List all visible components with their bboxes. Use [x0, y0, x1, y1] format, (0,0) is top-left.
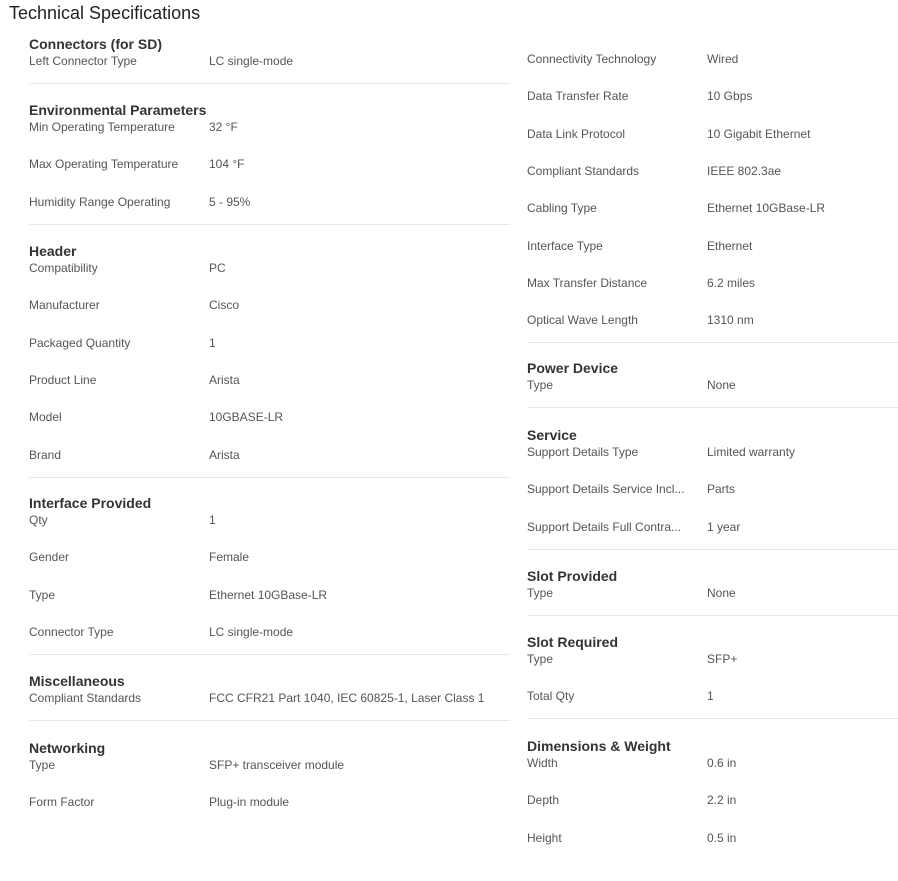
spec-value: None	[707, 586, 736, 600]
spec-value: 10 Gigabit Ethernet	[707, 126, 811, 141]
spec-label: Compliant Standards	[29, 691, 142, 705]
spec-label: Brand	[29, 447, 62, 462]
spec-row	[29, 512, 510, 528]
spec-label: Connectivity Technology	[527, 52, 657, 66]
spec-row	[527, 792, 898, 808]
spec-row	[29, 156, 510, 172]
section-title: Dimensions & Weight	[527, 738, 671, 754]
spec-row	[29, 624, 510, 640]
spec-value: LC single-mode	[209, 54, 294, 68]
section-divider	[527, 549, 898, 550]
spec-row	[29, 297, 510, 313]
spec-value: PC	[209, 261, 226, 275]
spec-value: 1310 nm	[707, 313, 754, 328]
spec-row	[29, 794, 510, 810]
section-divider	[29, 720, 510, 721]
spec-label: Type	[527, 652, 554, 666]
spec-label: Data Transfer Rate	[527, 89, 629, 104]
spec-row	[527, 444, 898, 460]
spec-value: Parts	[707, 482, 736, 497]
spec-value: 1	[707, 689, 714, 704]
section-title: Miscellaneous	[29, 673, 125, 689]
spec-label: Qty	[29, 513, 48, 527]
spec-row	[527, 519, 898, 535]
spec-value: Ethernet	[707, 238, 753, 253]
spec-row	[527, 312, 898, 328]
section-divider	[29, 224, 510, 225]
spec-value: 1	[209, 513, 216, 527]
spec-value: 2.2 in	[707, 793, 737, 808]
spec-row	[29, 53, 510, 69]
spec-label: Support Details Type	[527, 445, 639, 459]
spec-label: Height	[527, 830, 562, 845]
spec-label: Type	[527, 378, 554, 392]
section-title: Slot Provided	[527, 568, 618, 584]
spec-label: Form Factor	[29, 795, 95, 810]
spec-value: Ethernet 10GBase-LR	[707, 201, 826, 216]
spec-value: Cisco	[209, 298, 240, 313]
spec-value: None	[707, 378, 736, 392]
spec-value: 104 °F	[209, 157, 245, 172]
spec-value: 1	[209, 335, 216, 350]
spec-label: Cabling Type	[527, 201, 597, 216]
spec-label: Type	[527, 586, 554, 600]
spec-row	[527, 830, 898, 846]
spec-row	[527, 688, 898, 704]
spec-row	[29, 757, 510, 773]
section-title: Environmental Parameters	[29, 102, 207, 118]
spec-value: LC single-mode	[209, 624, 294, 639]
section-divider	[527, 342, 898, 343]
spec-value: SFP+ transceiver module	[209, 758, 345, 772]
section-title: Interface Provided	[29, 495, 152, 511]
spec-value: Ethernet 10GBase-LR	[209, 587, 328, 602]
spec-row	[527, 585, 898, 601]
spec-value: Limited warranty	[707, 445, 796, 459]
spec-label: Data Link Protocol	[527, 126, 626, 141]
spec-value: 10 Gbps	[707, 89, 753, 104]
section-divider	[527, 407, 898, 408]
section-title: Networking	[29, 740, 106, 756]
spec-label: Manufacturer	[29, 298, 100, 313]
spec-value: FCC CFR21 Part 1040, IEC 60825-1, Laser Class 1	[209, 691, 485, 705]
spec-label: Type	[29, 587, 56, 602]
spec-row	[29, 372, 510, 388]
spec-row	[29, 447, 510, 463]
spec-label: Packaged Quantity	[29, 335, 131, 350]
spec-row	[29, 409, 510, 425]
spec-value: 32 °F	[209, 120, 238, 134]
spec-label: Model	[29, 410, 62, 425]
spec-row	[29, 260, 510, 276]
spec-label: Connector Type	[29, 624, 114, 639]
section-title: Connectors (for SD)	[29, 36, 162, 52]
spec-value: Female	[209, 550, 250, 565]
spec-row	[527, 481, 898, 497]
spec-label: Depth	[527, 793, 560, 808]
spec-row	[527, 126, 898, 142]
spec-row	[29, 587, 510, 603]
section-divider	[29, 477, 510, 478]
spec-row	[29, 549, 510, 565]
section-divider	[29, 654, 510, 655]
spec-row	[527, 377, 898, 393]
page-title: Technical Specifications	[9, 3, 201, 23]
spec-row	[527, 163, 898, 179]
spec-row	[29, 194, 510, 210]
spec-row	[527, 651, 898, 667]
spec-value: 10GBASE-LR	[209, 410, 284, 425]
spec-label: Type	[29, 758, 56, 772]
spec-row	[527, 238, 898, 254]
spec-value: 0.5 in	[707, 830, 737, 845]
section-title: Header	[29, 243, 77, 259]
spec-value: 0.6 in	[707, 756, 737, 770]
spec-value: IEEE 802.3ae	[707, 163, 782, 178]
spec-value: 5 - 95%	[209, 194, 251, 209]
spec-value: Wired	[707, 52, 739, 66]
spec-row	[29, 690, 510, 706]
spec-label: Max Transfer Distance	[527, 275, 648, 290]
spec-label: Left Connector Type	[29, 54, 137, 68]
spec-row	[527, 275, 898, 291]
spec-label: Compatibility	[29, 261, 98, 275]
section-divider	[29, 83, 510, 84]
section-title: Service	[527, 427, 577, 443]
spec-value: 1 year	[707, 519, 741, 534]
section-divider	[527, 615, 898, 616]
section-title: Slot Required	[527, 634, 619, 650]
spec-row	[29, 335, 510, 351]
spec-value: Arista	[209, 372, 240, 387]
spec-row	[527, 51, 898, 67]
spec-label: Humidity Range Operating	[29, 194, 171, 209]
spec-label: Support Details Service Incl...	[527, 482, 685, 497]
spec-row	[527, 755, 898, 771]
spec-label: Max Operating Temperature	[29, 157, 179, 172]
spec-label: Width	[527, 756, 558, 770]
spec-row	[527, 88, 898, 104]
spec-label: Support Details Full Contra...	[527, 519, 682, 534]
spec-label: Min Operating Temperature	[29, 120, 175, 134]
spec-label: Total Qty	[527, 689, 575, 704]
spec-label: Gender	[29, 550, 70, 565]
spec-row	[29, 119, 510, 135]
spec-value: Plug-in module	[209, 795, 290, 810]
spec-label: Compliant Standards	[527, 163, 640, 178]
spec-label: Product Line	[29, 372, 97, 387]
section-divider	[527, 718, 898, 719]
section-title: Power Device	[527, 360, 619, 376]
spec-label: Optical Wave Length	[527, 313, 638, 328]
spec-value: SFP+	[707, 652, 738, 666]
spec-label: Interface Type	[527, 238, 603, 253]
spec-value: Arista	[209, 447, 240, 462]
spec-row	[527, 200, 898, 216]
spec-value: 6.2 miles	[707, 275, 756, 290]
